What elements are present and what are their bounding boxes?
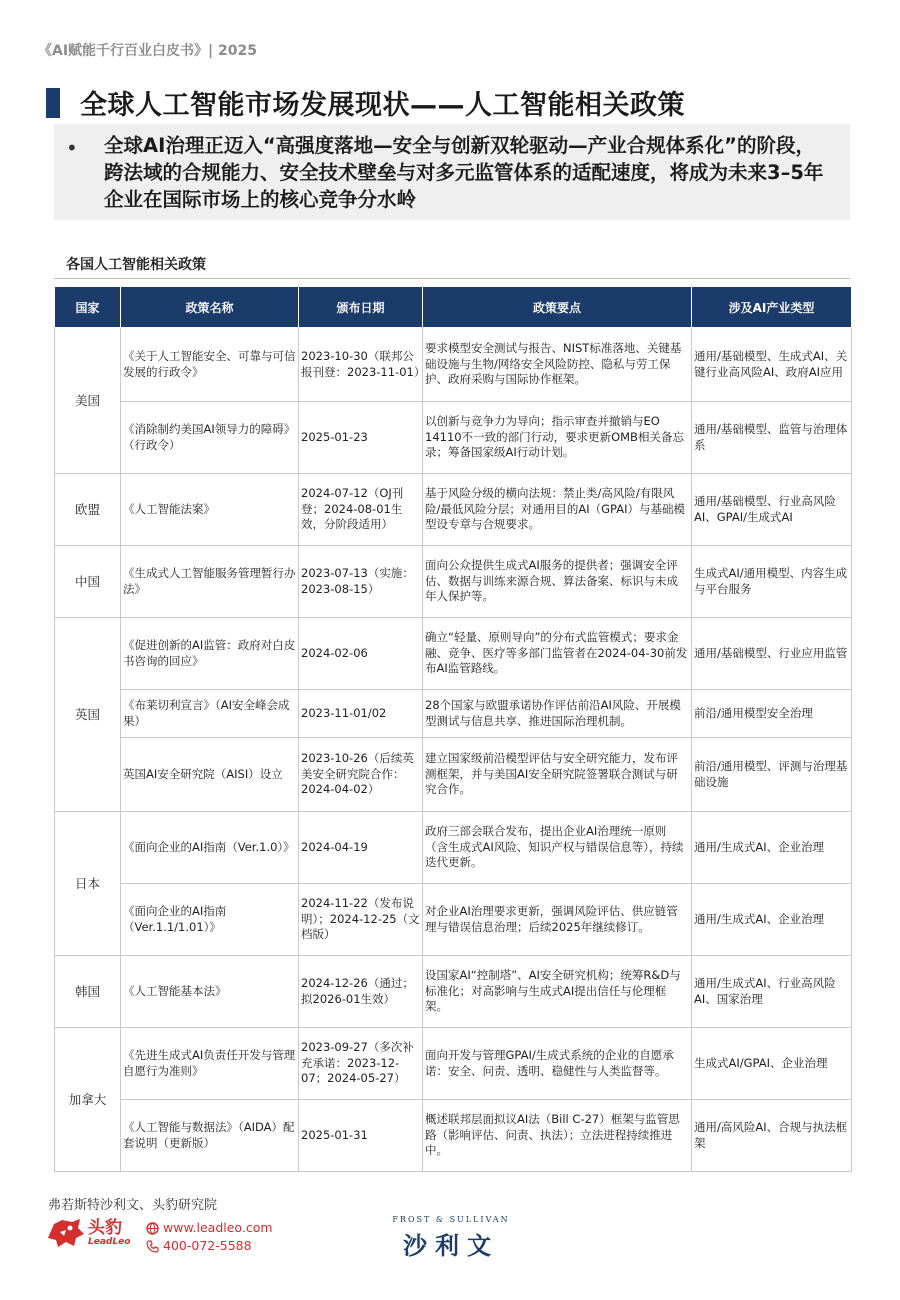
- caption-divider: [54, 278, 850, 279]
- policy-name-cell: 《生成式人工智能服务管理暂行办法》: [121, 546, 299, 618]
- header-country: 国家: [55, 287, 121, 328]
- policy-name-cell: 《面向企业的AI指南（Ver.1.0）》: [121, 812, 299, 884]
- country-cell-china: 中国: [55, 546, 121, 618]
- table-row: [55, 546, 852, 618]
- title-row: [46, 83, 685, 122]
- points-cell: 设国家AI“控制塔”、AI安全研究机构；统筹R&D与标准化；对高影响与生成式AI提出信任与伦理框架。: [423, 956, 692, 1028]
- policy-name-cell: 《关于人工智能安全、可靠与可信发展的行政令》: [121, 328, 299, 402]
- table-row: [55, 1028, 852, 1100]
- date-cell: 2024-12-26（通过；拟2026-01生效）: [299, 956, 423, 1028]
- policy-name-cell: 《布莱切利宣言》（AI安全峰会成果）: [121, 690, 299, 738]
- footer-source: 弗若斯特沙利文、头豹研究院: [48, 1198, 218, 1213]
- leadleo-logo: [44, 1216, 130, 1250]
- points-cell: 面向开发与管理GPAI/生成式系统的企业的自愿承诺：安全、问责、透明、稳健性与人类监督等。: [423, 1028, 692, 1100]
- header-date: 颁布日期: [299, 287, 423, 328]
- types-cell: 通用/基础模型、生成式AI、关键行业高风险AI、政府AI应用: [692, 328, 852, 402]
- table-row: [55, 738, 852, 812]
- table-row: [55, 618, 852, 690]
- points-cell: 面向公众提供生成式AI服务的提供者；强调安全评估、数据与训练来源合规、算法备案、标识与未成年人保护等。: [423, 546, 692, 618]
- points-cell: 政府三部会联合发布，提出企业AI治理统一原则（含生成式AI风险、知识产权与错误信息等），持续迭代更新。: [423, 812, 692, 884]
- date-cell: 2025-01-31: [299, 1100, 423, 1172]
- leadleo-chinese-name: 头豹: [88, 1218, 122, 1238]
- types-cell: 生成式AI/GPAI、企业治理: [692, 1028, 852, 1100]
- summary-box: [54, 124, 850, 220]
- table-row: [55, 474, 852, 546]
- types-cell: 通用/基础模型、行业应用监管: [692, 618, 852, 690]
- page-title: 全球人工智能市场发展现状——人工智能相关政策: [80, 90, 685, 121]
- table-caption: 各国人工智能相关政策: [66, 257, 206, 273]
- policy-name-cell: 《先进生成式AI负责任开发与管理自愿行为准则》: [121, 1028, 299, 1100]
- table-row: [55, 690, 852, 738]
- summary-text: 全球AI治理正迈入“高强度落地—安全与创新双轮驱动—产业合规体系化”的阶段，跨法域的合规能力、安全技术壁垒与对多元监管体系的适配速度，将成为未来3–5年企业在国际市场上的核心竞争分水岭: [104, 134, 824, 211]
- types-cell: 通用/基础模型、监管与治理体系: [692, 402, 852, 474]
- country-cell-uk: 英国: [55, 618, 121, 812]
- policy-name-cell: 英国AI安全研究院（AISI）设立: [121, 738, 299, 812]
- table-row: [55, 884, 852, 956]
- frost-sullivan-english: FROST & SULLIVAN: [392, 1215, 510, 1224]
- points-cell: 确立“轻量、原则导向”的分布式监管模式；要求金融、竞争、医疗等多部门监管者在2024-04-30前发布AI监管路线。: [423, 618, 692, 690]
- globe-icon: [146, 1222, 159, 1235]
- date-cell: 2023-10-30（联邦公报刊登：2023-11-01）: [299, 328, 423, 402]
- frost-sullivan-logo: [378, 1215, 524, 1261]
- header-ai-industry-type: 涉及AI产业类型: [692, 287, 852, 328]
- date-cell: 2025-01-23: [299, 402, 423, 474]
- types-cell: 通用/高风险AI、合规与执法框架: [692, 1100, 852, 1172]
- header-policy-name: 政策名称: [121, 287, 299, 328]
- points-cell: 基于风险分级的横向法规：禁止类/高风险/有限风险/最低风险分层；对通用目的AI（GPAI）与基础模型设专章与合规要求。: [423, 474, 692, 546]
- points-cell: 28个国家与欧盟承诺协作评估前沿AI风险、开展模型测试与信息共享、推进国际治理机制。: [423, 690, 692, 738]
- types-cell: 通用/生成式AI、企业治理: [692, 812, 852, 884]
- country-cell-usa: 美国: [55, 328, 121, 474]
- types-cell: 通用/生成式AI、企业治理: [692, 884, 852, 956]
- contact-info: [146, 1219, 273, 1255]
- country-cell-canada: 加拿大: [55, 1028, 121, 1172]
- points-cell: 对企业AI治理要求更新，强调风险评估、供应链管理与错误信息治理；后续2025年继续修订。: [423, 884, 692, 956]
- frost-sullivan-chinese: 沙利文: [403, 1232, 499, 1260]
- country-cell-eu: 欧盟: [55, 474, 121, 546]
- table-row: [55, 956, 852, 1028]
- date-cell: 2024-07-12（OJ刊登；2024-08-01生效，分阶段适用）: [299, 474, 423, 546]
- types-cell: 通用/生成式AI、行业高风险AI、国家治理: [692, 956, 852, 1028]
- points-cell: 建立国家级前沿模型评估与安全研究能力，发布评测框架，并与美国AI安全研究院签署联合测试与研究合作。: [423, 738, 692, 812]
- country-cell-korea: 韩国: [55, 956, 121, 1028]
- policy-name-cell: 《消除制约美国AI领导力的障碍》（行政令）: [121, 402, 299, 474]
- policy-table: [54, 286, 852, 1172]
- leadleo-logo-icon: [44, 1216, 86, 1250]
- document-series-header: 《AI赋能千行百业白皮书》| 2025: [38, 43, 257, 59]
- policy-name-cell: 《促进创新的AI监管：政府对白皮书咨询的回应》: [121, 618, 299, 690]
- table-row: [55, 812, 852, 884]
- header-key-points: 政策要点: [423, 287, 692, 328]
- date-cell: 2023-09-27（多次补充承诺：2023-12-07；2024-05-27）: [299, 1028, 423, 1100]
- points-cell: 要求模型安全测试与报告、NIST标准落地、关键基础设施与生物/网络安全风险防控、隐私与劳工保护、政府采购与国际协作框架。: [423, 328, 692, 402]
- table-header-row: [55, 287, 852, 328]
- types-cell: 通用/基础模型、行业高风险AI、GPAI/生成式AI: [692, 474, 852, 546]
- phone-icon: [146, 1240, 159, 1253]
- date-cell: 2023-07-13（实施：2023-08-15）: [299, 546, 423, 618]
- date-cell: 2023-11-01/02: [299, 690, 423, 738]
- website-link[interactable]: www.leadleo.com: [163, 1220, 273, 1235]
- table-row: [55, 402, 852, 474]
- date-cell: 2024-11-22（发布说明）；2024-12-25（文档版）: [299, 884, 423, 956]
- types-cell: 生成式AI/通用模型、内容生成与平台服务: [692, 546, 852, 618]
- table-row: [55, 328, 852, 402]
- date-cell: 2023-10-26（后续英美安全研究院合作：2024-04-02）: [299, 738, 423, 812]
- types-cell: 前沿/通用模型安全治理: [692, 690, 852, 738]
- policy-name-cell: 《人工智能基本法》: [121, 956, 299, 1028]
- policy-name-cell: 《面向企业的AI指南（Ver.1.1/1.01）》: [121, 884, 299, 956]
- policy-name-cell: 《人工智能与数据法》（AIDA）配套说明（更新版）: [121, 1100, 299, 1172]
- summary-bullet: •: [66, 136, 78, 160]
- policy-name-cell: 《人工智能法案》: [121, 474, 299, 546]
- country-cell-japan: 日本: [55, 812, 121, 956]
- types-cell: 前沿/通用模型、评测与治理基础设施: [692, 738, 852, 812]
- points-cell: 概述联邦层面拟议AI法（Bill C-27）框架与监管思路（影响评估、问责、执法）；立法进程持续推进中。: [423, 1100, 692, 1172]
- table-row: [55, 1100, 852, 1172]
- phone-number: 400-072-5588: [163, 1238, 252, 1253]
- date-cell: 2024-04-19: [299, 812, 423, 884]
- points-cell: 以创新与竞争力为导向；指示审查并撤销与EO 14110不一致的部门行动，要求更新OMB相关备忘录；筹备国家级AI行动计划。: [423, 402, 692, 474]
- date-cell: 2024-02-06: [299, 618, 423, 690]
- leadleo-english-name: LeadLeo: [88, 1237, 131, 1247]
- title-accent-bar: [46, 88, 60, 118]
